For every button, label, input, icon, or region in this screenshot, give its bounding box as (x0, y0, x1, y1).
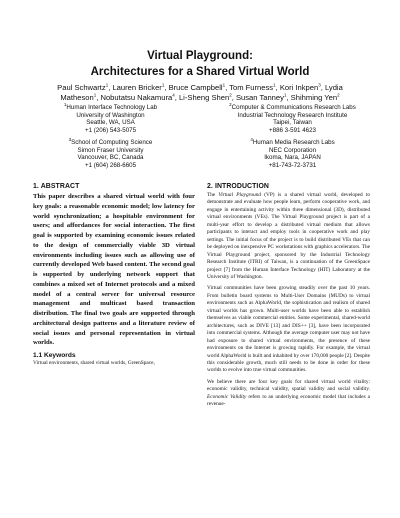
author-mark: 2 (337, 91, 340, 97)
author-mark: 1 (273, 82, 276, 88)
author-mark: 1 (283, 91, 287, 97)
affiliation-line: NEC Corporation (268, 146, 317, 154)
author: , Li-Sheng Shen (174, 92, 230, 102)
author: , Tom Furness (225, 83, 274, 92)
intro-paragraph-1: The Virtual Playground (VP) is a shared virtual world, developed to demonstrate and evaluate how people learn, perform cooperative work, and engage in entertaining activity within three dimensional (3D), distributed virtual environments (VEs). The Virtual Playground project is part of a multi-year effort to develop a distributed virtual medium that allows participants to interact and employ tools in cooperative work and play settings. The initial focus of the project is to build distributed VEs that can be deployed on inexpensive PC workstations with graphics accelerators. The Virtual Playground project, sponsored by the Industrial Technology Research Institute (ITRI) of Taiwan, is a continuation of the GreenSpace project [7] from the Human Interface Technology (HIT) Laboratory at the University of Washington. (207, 192, 370, 280)
intro-paragraph-2: Virtual communities have been growing steadily over the past 10 years. From bulletin board systems to Multi-User Domains (MUDs) to virtual environments such as AlphaWorld, the sophistication and realism of shared virtual worlds has grown. Multi-user worlds have been able to establish themselves as viable commercial entities. Some experimental, shared-world architectures, such as DIVE [13] and DIS++ [3], have been incorporated into commercial systems. Although the average computer user may not have had exposure to shared virtual environments, the presence of these environments on the Internet is growing rapidly. For example, the virtual world AlphaWorld is built and inhabited by over 170,000 people [2]. Despite this considerable growth, much still needs to be done in order for these worlds to evolve into true virtual communities. (207, 285, 371, 374)
paper-title-line-2: Architectures for a Shared Virtual World (90, 66, 310, 78)
author-mark: 2 (229, 91, 232, 97)
affiliation-line: Industrial Technology Research Institute (237, 111, 348, 119)
author: , Lauren Bricker (108, 83, 162, 92)
author-mark: 3 (318, 82, 321, 88)
author-mark: 1 (105, 82, 109, 88)
keywords-heading: 1.1 Keywords (33, 352, 76, 359)
affiliation-name: $^2$Computer & Communications Research Labs (229, 101, 356, 111)
affiliation-line: +1 (206) 543-5075 (84, 127, 137, 135)
author: , Kori Inkpen (275, 83, 319, 92)
affiliation-4 (200, 136, 385, 170)
author: , Bruce Campbell (164, 83, 223, 92)
affiliation-2 (200, 101, 385, 135)
affiliation-line: +1 (604) 268-6605 (84, 162, 137, 170)
author-list (20, 83, 380, 102)
affiliation-line: Simon Fraser University (77, 146, 144, 154)
affiliation-1 (18, 101, 203, 135)
author-mark: 4 (172, 91, 175, 97)
affiliation-line: Ikoma, Nara, JAPAN (264, 154, 321, 162)
author: , Nobutatsu Nakamura (96, 92, 173, 102)
keywords-text: Virtual environments, shared virtual worlds, GreenSpace, (33, 360, 155, 366)
author-mark: 1 (93, 91, 97, 97)
author: Paul Schwartz (57, 83, 106, 92)
affiliation-3 (18, 136, 203, 170)
authors-line-1 (20, 83, 380, 93)
author: , Lydia (320, 83, 343, 92)
abstract-text: This paper describes a shared virtual world with four key goals: a reasonable economic model; low latency for world synchronization; a hospitable environment for users; and affordances for social interaction. The first goal is supported by examining economic issues related to the design of commercially viable 3D virtual environments including issues such as allowing use of currently developed Web based content. The second goal is supported by underlying network support that combines a mixed set of Internet protocols and a mixed model of a central server for universal resource management and multicast based transaction distribution. The final two goals are supported through architectural design patterns and a literature review of social issues and personal representation in virtual worlds. (33, 193, 195, 347)
affiliation-line: +81-743-72-3731 (268, 162, 317, 170)
affiliation-name: $^4$Human Media Research Labs (250, 136, 335, 146)
authors-line-2 (20, 93, 380, 103)
project-name-emphasis: Virtual Playground (218, 192, 262, 198)
affiliation-name: $^1$Human Interface Technology Lab (63, 101, 158, 111)
paper-title-line-1: Virtual Playground: (147, 50, 253, 62)
abstract-heading: 1. ABSTRACT (33, 183, 80, 190)
affiliation-line: Taipei, Taiwan (273, 119, 312, 127)
affiliation-line: Vancouver, BC, Canada (77, 154, 144, 162)
introduction-heading: 2. INTRODUCTION (207, 183, 269, 190)
right-column (207, 182, 370, 409)
affiliation-line: University of Washington (76, 111, 145, 119)
author: , Susan Tanney (231, 92, 284, 102)
left-column (33, 182, 195, 367)
affiliation-name: $^3$School of Computing Science (68, 136, 153, 146)
term-emphasis: Economic Validity (207, 393, 247, 400)
author-mark: 1 (222, 82, 226, 88)
author: Matheson (60, 92, 94, 102)
affiliation-line: +886 3-591 4623 (269, 127, 316, 135)
intro-paragraph-3: We believe there are four key goals for shared virtual world vitality: economic validity, technical validity, spatial validity and social validity. Economic Validity refers to an underlying economic model that includes a revenue- (207, 378, 370, 408)
author-mark: 1 (161, 82, 165, 88)
author: , Shihming Yen (286, 92, 338, 102)
affiliation-line: Seattle, WA, USA (86, 119, 135, 127)
